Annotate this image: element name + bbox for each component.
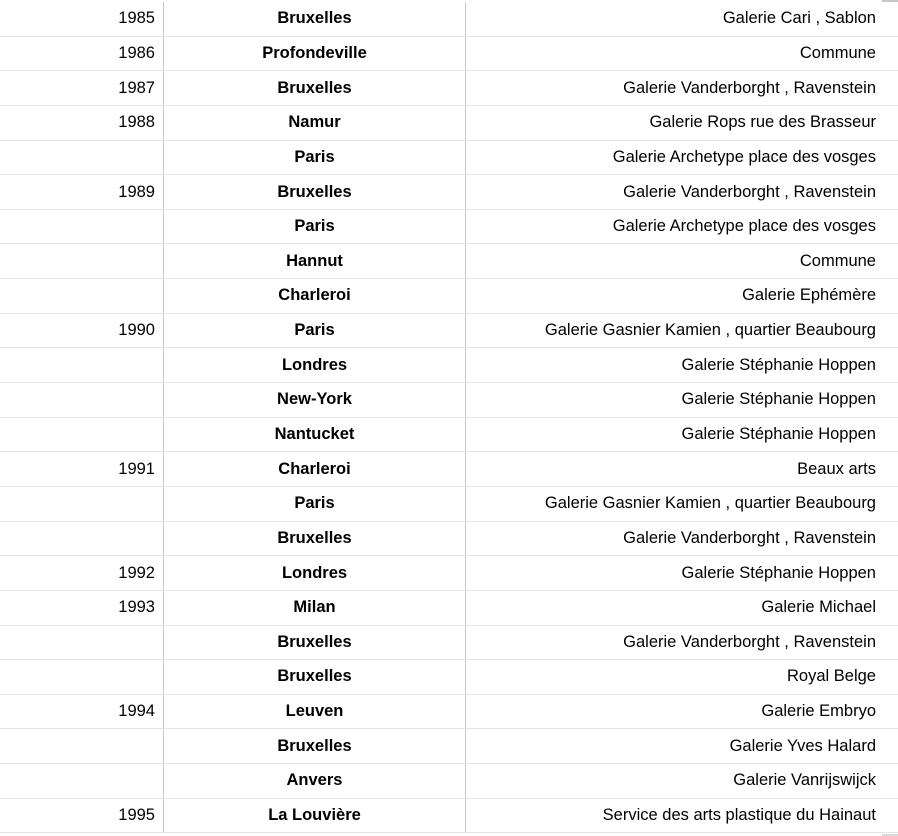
year-cell[interactable] bbox=[0, 348, 164, 382]
city-cell[interactable]: Bruxelles bbox=[164, 660, 466, 694]
year-cell[interactable] bbox=[0, 487, 164, 521]
table-row bbox=[0, 279, 898, 314]
city-cell[interactable]: Bruxelles bbox=[164, 175, 466, 209]
table-row bbox=[0, 764, 898, 799]
venue-cell[interactable]: Galerie Ephémère bbox=[742, 286, 876, 305]
year-cell[interactable]: 1989 bbox=[0, 175, 164, 209]
table-row bbox=[0, 37, 898, 72]
city-cell[interactable]: Namur bbox=[164, 106, 466, 140]
table-row bbox=[0, 660, 898, 695]
venue-cell[interactable]: Galerie Stéphanie Hoppen bbox=[681, 390, 876, 409]
venue-cell[interactable]: Galerie Yves Halard bbox=[729, 736, 876, 755]
table-row bbox=[0, 175, 898, 210]
table-row bbox=[0, 418, 898, 453]
year-cell[interactable] bbox=[0, 418, 164, 452]
year-cell[interactable] bbox=[0, 729, 164, 763]
city-cell[interactable]: Paris bbox=[164, 487, 466, 521]
year-cell[interactable] bbox=[0, 244, 164, 278]
year-cell[interactable]: 1993 bbox=[0, 591, 164, 625]
venue-cell[interactable]: Galerie Archetype place des vosges bbox=[612, 217, 876, 236]
table-row bbox=[0, 2, 898, 37]
city-cell[interactable]: Leuven bbox=[164, 695, 466, 729]
venue-cell[interactable]: Galerie Rops rue des Brasseur bbox=[649, 113, 876, 132]
city-cell[interactable]: Hannut bbox=[164, 244, 466, 278]
table-row bbox=[0, 210, 898, 245]
year-cell[interactable]: 1985 bbox=[0, 2, 164, 36]
table-row bbox=[0, 522, 898, 557]
venue-cell[interactable]: Galerie Vanderborght , Ravenstein bbox=[623, 182, 876, 201]
table-row bbox=[0, 314, 898, 349]
venue-cell[interactable]: Galerie Cari , Sablon bbox=[722, 9, 876, 28]
table-row bbox=[0, 452, 898, 487]
year-cell[interactable]: 1992 bbox=[0, 556, 164, 590]
year-cell[interactable]: 1986 bbox=[0, 37, 164, 71]
city-cell[interactable]: Profondeville bbox=[164, 37, 466, 71]
year-cell[interactable] bbox=[0, 764, 164, 798]
city-cell[interactable]: Londres bbox=[164, 348, 466, 382]
city-cell[interactable]: Charleroi bbox=[164, 452, 466, 486]
table-row bbox=[0, 71, 898, 106]
year-cell[interactable]: 1991 bbox=[0, 452, 164, 486]
table-row bbox=[0, 487, 898, 522]
city-cell[interactable]: Bruxelles bbox=[164, 626, 466, 660]
venue-cell[interactable]: Galerie Gasnier Kamien , quartier Beaubourg bbox=[544, 321, 876, 340]
venue-cell[interactable]: Beaux arts bbox=[797, 459, 876, 478]
venue-cell[interactable]: Royal Belge bbox=[787, 667, 876, 686]
city-cell[interactable]: Bruxelles bbox=[164, 729, 466, 763]
table-row bbox=[0, 695, 898, 730]
table-row bbox=[0, 244, 898, 279]
city-cell[interactable]: Paris bbox=[164, 314, 466, 348]
table-row bbox=[0, 556, 898, 591]
venue-cell[interactable]: Commune bbox=[799, 251, 876, 270]
city-cell[interactable]: New-York bbox=[164, 383, 466, 417]
venue-cell[interactable]: Galerie Archetype place des vosges bbox=[612, 147, 876, 166]
venue-cell[interactable]: Galerie Vanrijswijck bbox=[733, 771, 876, 790]
city-cell[interactable]: Nantucket bbox=[164, 418, 466, 452]
year-cell[interactable] bbox=[0, 383, 164, 417]
venue-cell[interactable]: Service des arts plastique du Hainaut bbox=[602, 806, 876, 825]
venue-cell[interactable]: Galerie Stéphanie Hoppen bbox=[681, 563, 876, 582]
city-cell[interactable]: Bruxelles bbox=[164, 2, 466, 36]
table-row bbox=[0, 141, 898, 176]
city-cell[interactable]: Paris bbox=[164, 210, 466, 244]
year-cell[interactable]: 1990 bbox=[0, 314, 164, 348]
venue-cell[interactable]: Galerie Stéphanie Hoppen bbox=[681, 355, 876, 374]
venue-cell[interactable]: Galerie Stéphanie Hoppen bbox=[681, 425, 876, 443]
city-cell[interactable]: Bruxelles bbox=[164, 522, 466, 556]
year-cell[interactable] bbox=[0, 660, 164, 694]
venue-cell[interactable]: Galerie Gasnier Kamien , quartier Beaubourg bbox=[544, 494, 876, 513]
year-cell[interactable] bbox=[0, 626, 164, 660]
venue-cell[interactable]: Galerie Michael bbox=[761, 598, 876, 617]
table-row bbox=[0, 383, 898, 418]
table-row bbox=[0, 348, 898, 383]
table-row bbox=[0, 591, 898, 626]
table-row bbox=[0, 799, 898, 834]
venue-cell[interactable]: Galerie Vanderborght , Ravenstein bbox=[623, 78, 876, 97]
venue-cell[interactable]: Galerie Vanderborght , Ravenstein bbox=[623, 528, 876, 547]
year-cell[interactable]: 1994 bbox=[0, 695, 164, 729]
exhibition-table bbox=[0, 2, 898, 833]
venue-cell[interactable]: Galerie Vanderborght , Ravenstein bbox=[623, 632, 876, 651]
city-cell[interactable]: La Louvière bbox=[164, 799, 466, 833]
city-cell[interactable]: Paris bbox=[164, 141, 466, 175]
table-row bbox=[0, 106, 898, 141]
year-cell[interactable]: 1988 bbox=[0, 106, 164, 140]
table-row bbox=[0, 729, 898, 764]
city-cell[interactable]: Milan bbox=[164, 591, 466, 625]
city-cell[interactable]: Bruxelles bbox=[164, 71, 466, 105]
city-cell[interactable]: Londres bbox=[164, 556, 466, 590]
city-cell[interactable]: Anvers bbox=[164, 764, 466, 798]
table-row bbox=[0, 626, 898, 661]
city-cell[interactable]: Charleroi bbox=[164, 279, 466, 313]
year-cell[interactable] bbox=[0, 210, 164, 244]
year-cell[interactable] bbox=[0, 141, 164, 175]
year-cell[interactable] bbox=[0, 279, 164, 313]
year-cell[interactable]: 1987 bbox=[0, 71, 164, 105]
venue-cell[interactable]: Commune bbox=[799, 43, 876, 62]
year-cell[interactable] bbox=[0, 522, 164, 556]
year-cell[interactable]: 1995 bbox=[0, 799, 164, 833]
venue-cell[interactable]: Galerie Embryo bbox=[761, 702, 876, 721]
